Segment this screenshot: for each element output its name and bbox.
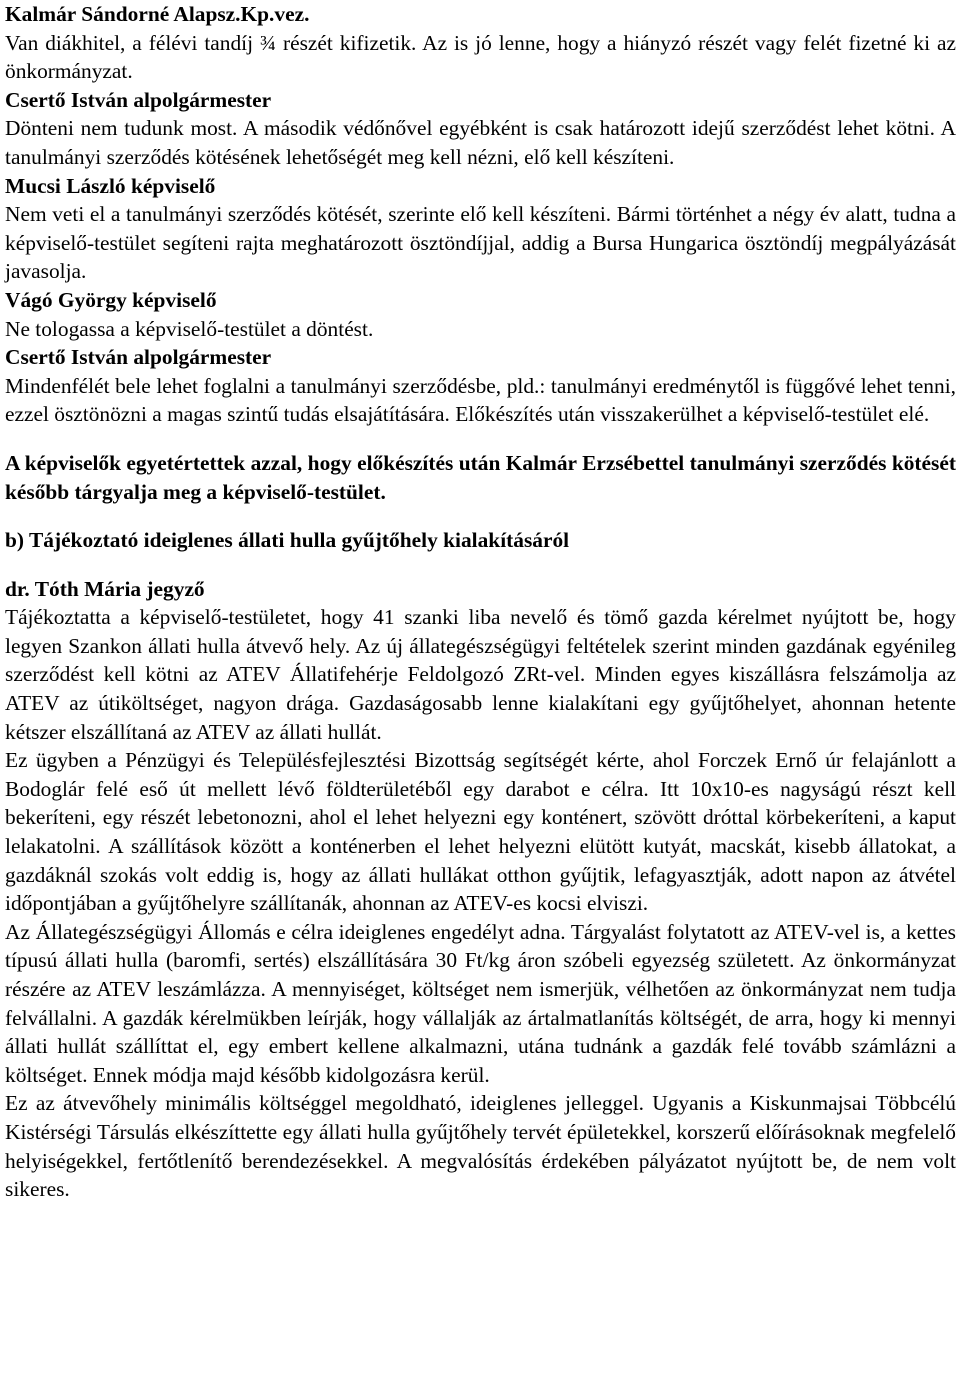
paragraph: Dönteni nem tudunk most. A második védőnővel egyébként is csak határozott idejű szerződést lehet kötni. A tanulmányi szerződés kötésének lehetőségét meg kell nézni, elő kell készíteni. [5,116,956,169]
paragraph: Nem veti el a tanulmányi szerződés kötését, szerinte elő kell készíteni. Bármi történhet a négy év alatt, tudna a képviselő-testület segíteni rajta meghatározott ösztöndíjjal, addig a Bursa Hungarica ösztöndíj megpályázását javasolja. [5,202,956,284]
paragraph: Ne tologassa a képviselő-testület a döntést. [5,316,374,341]
paragraph: Mindenfélét bele lehet foglalni a tanulmányi szerződésbe, pld.: tanulmányi eredménytől is függővé lehet tenni, ezzel ösztönözni a magas szintű tudás elsajátítására. Előkészítés után visszakerülhet a képviselő-testület elé. [5,373,956,427]
section-heading: b) Tájékoztató ideiglenes állati hulla gyűjtőhely kialakításáról [5,528,570,553]
speaker-name: dr. Tóth Mária jegyző [5,576,205,601]
paragraph: Ez ügyben a Pénzügyi és Településfejlesztési Bizottság segítségét kérte, ahol Forczek Ernő úr felajánlott a Bodoglár felé eső út mellett lévő földterületéből egy darabot e célra. Itt 10x10-es nagyságú részt kell bekeríteni, egy részét lebetonozni, ahol el lehet helyezni egy konténert, szövött dróttal körbekeríteni, a kaput lelakatolni. A szállítások között a konténerben el lehet helyezni elütött kutyát, macskát, kisebb állatokat, a gazdáknál szokás volt eddig is, hogy az állati hullákat otthon gyűjtik, lefagyasztják, adott napon az átvétel időpontjában a gyűjtőhelyre szállítanák, ahonnan az ATEV-es kocsi elviszi. [5,748,956,916]
paragraph: Ez az átvevőhely minimális költséggel megoldható, ideiglenes jelleggel. Ugyanis a Kiskunmajsai Többcélú Kistérségi Társulás elkészíttette egy állati hulla gyűjtőhely tervét épületekkel, korszerű előírásoknak megfelelő helyiségekkel, fertőtlenítő berendezésekkel. A megvalósítás érdekében pályázatot nyújtott be, de nem volt sikeres. [5,1091,956,1202]
paragraph: Az Állategészségügyi Állomás e célra ideiglenes engedélyt adna. Tárgyalást folytatott az ATEV-vel is, a kettes típusú állati hulla (baromfi, sertés) elszállítására 30 Ft/kg áron szóbeli egyezség született. Az önkormányzat részére az ATEV leszámlázza. A mennyiséget, költséget nem ismerjük, vélhetően az önkormányzat nem tudja felvállalni. A gazdák kérelmükben leírják, hogy vállalják az ártalmatlanítás költségét, de arra, hogy ki mennyi állati hullát szállíttat el, egy embert kellene alkalmazni, utána tudnánk a gazdák felé tovább számlázni a költséget. Ennek módja majd később kidolgozásra kerül. [5,919,956,1087]
speaker-name: Csertő István alpolgármester [5,87,272,112]
resolution-text: A képviselők egyetértettek azzal, hogy előkészítés után Kalmár Erzsébettel tanulmányi szerződés kötését később tárgyalja meg a képviselő-testület. [5,450,956,504]
speaker-name: Kalmár Sándorné Alapsz.Kp.vez. [5,2,310,26]
spacer [5,555,956,575]
speaker-name: Vágó György képviselő [5,287,217,312]
paragraph: Tájékoztatta a képviselő-testületet, hogy 41 szanki liba nevelő és tömő gazda kérelmet nyújtott be, hogy legyen Szankon állati hulla átvevő hely. Az új állategészségügyi feltételek szerint minden gazdának egyénileg szerződést kell kötni az ATEV Állatifehérje Feldolgozó ZRt-vel. Minden egyes kiszállásra felszámolja az ATEV az útiköltséget, nagyon drága. Gazdaságosabb lenne kialakítani egy gyűjtőhelyet, ahonnan hetente kétszer elszállítaná az ATEV az állati hullát. [5,605,956,744]
paragraph: Van diákhitel, a félévi tandíj ¾ részét kifizetik. Az is jó lenne, hogy a hiányzó részét vagy felét fizetné ki az önkormányzat. [5,30,956,84]
spacer [5,506,956,526]
speaker-name: Csertő István alpolgármester [5,345,272,370]
speaker-name: Mucsi László képviselő [5,173,216,198]
spacer [5,429,956,449]
document-page [5,0,956,1204]
